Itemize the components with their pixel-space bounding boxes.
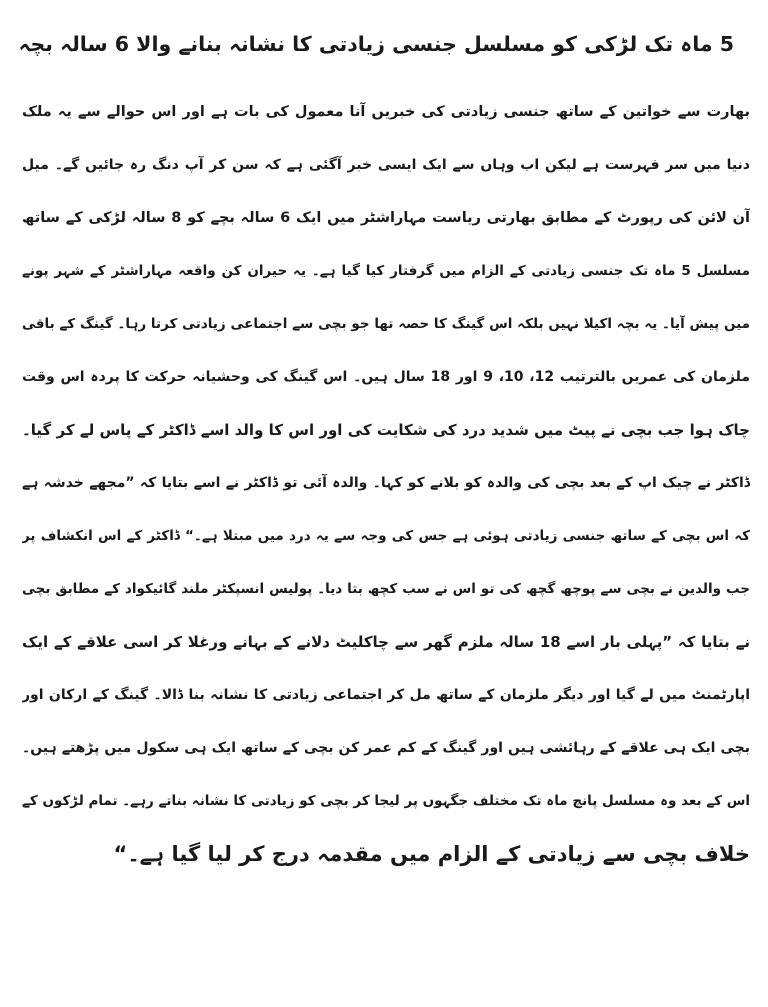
body-line: چاک ہوا جب بچی نے پیٹ میں شدید درد کی شکایت کی اور اس کا والد اسے ڈاکٹر کے پاس لے کر گیا۔ [22, 421, 750, 439]
article-headline: 5 ماہ تک لڑکی کو مسلسل جنسی زیادتی کا نشانہ بنانے والا 6 سالہ بچہ [18, 32, 734, 56]
body-line: اپارٹمنٹ میں لے گیا اور دیگر ملزمان کے ساتھ مل کر اجتماعی زیادتی کا نشانہ بنا ڈالا۔ گینگ کے ارکان اور [22, 687, 750, 703]
body-line: آن لائن کی رپورٹ کے مطابق بھارتی ریاست مہاراشٹر میں ایک 6 سالہ بچے کو 8 سالہ لڑکی کے ساتھ [22, 210, 750, 226]
body-line: ملزمان کی عمریں بالترتیب 12، 10، 9 اور 18 سال ہیں۔ اس گینگ کی وحشیانہ حرکت کا پردہ اس وقت [22, 369, 750, 385]
body-line: میں پیش آیا۔ یہ بچہ اکیلا نہیں بلکہ اس گینگ کا حصہ تھا جو بچی سے اجتماعی زیادتی کرتا رہا۔ گینگ کے باقی [22, 316, 750, 332]
body-line: بچی ایک ہی علاقے کے رہائشی ہیں اور گینگ کے کم عمر کن بچی کے ساتھ ایک ہی سکول میں پڑھتے ہیں۔ [22, 740, 750, 756]
body-line-last: خلاف بچی سے زیادتی کے الزام میں مقدمہ درج کر لیا گیا ہے۔“ [113, 842, 750, 866]
article-body [22, 86, 750, 881]
body-line: بھارت سے خواتین کے ساتھ جنسی زیادتی کی خبریں آنا معمول کی بات ہے اور اس حوالے سے یہ ملک [22, 104, 750, 120]
body-line: جب والدین نے بچی سے پوچھ گچھ کی تو اس نے سب کچھ بتا دیا۔ پولیس انسپکٹر ملند گائیکواد کے مطابق بچی [22, 581, 750, 597]
body-line: ڈاکٹر نے چیک اپ کے بعد بچی کی والدہ کو بلانے کو کہا۔ والدہ آئی تو ڈاکٹر نے اسے بتایا کہ ”مجھے خدشہ ہے [22, 475, 750, 491]
body-line: اس کے بعد وہ مسلسل پانچ ماہ تک مختلف جگہوں پر لیجا کر بچی کو زیادتی کا نشانہ بناتے رہے۔ تمام لڑکوں کے [22, 793, 750, 809]
body-line: مسلسل 5 ماہ تک جنسی زیادتی کے الزام میں گرفتار کیا گیا ہے۔ یہ حیران کن واقعہ مہاراشٹر کے شہر پونے [22, 263, 750, 279]
body-line: کہ اس بچی کے ساتھ جنسی زیادتی ہوئی ہے جس کی وجہ سے یہ درد میں مبتلا ہے۔“ ڈاکٹر کے اس انکشاف پر [22, 528, 750, 544]
body-line: دنیا میں سر فہرست ہے لیکن اب وہاں سے ایک ایسی خبر آگئی ہے کہ سن کر آپ دنگ رہ جائیں گے۔ میل [22, 157, 750, 173]
body-line: نے بتایا کہ ”پہلی بار اسے 18 سالہ ملزم گھر سے چاکلیٹ دلانے کے بہانے ورغلا کر اسی علاقے کے ایک [22, 633, 750, 651]
